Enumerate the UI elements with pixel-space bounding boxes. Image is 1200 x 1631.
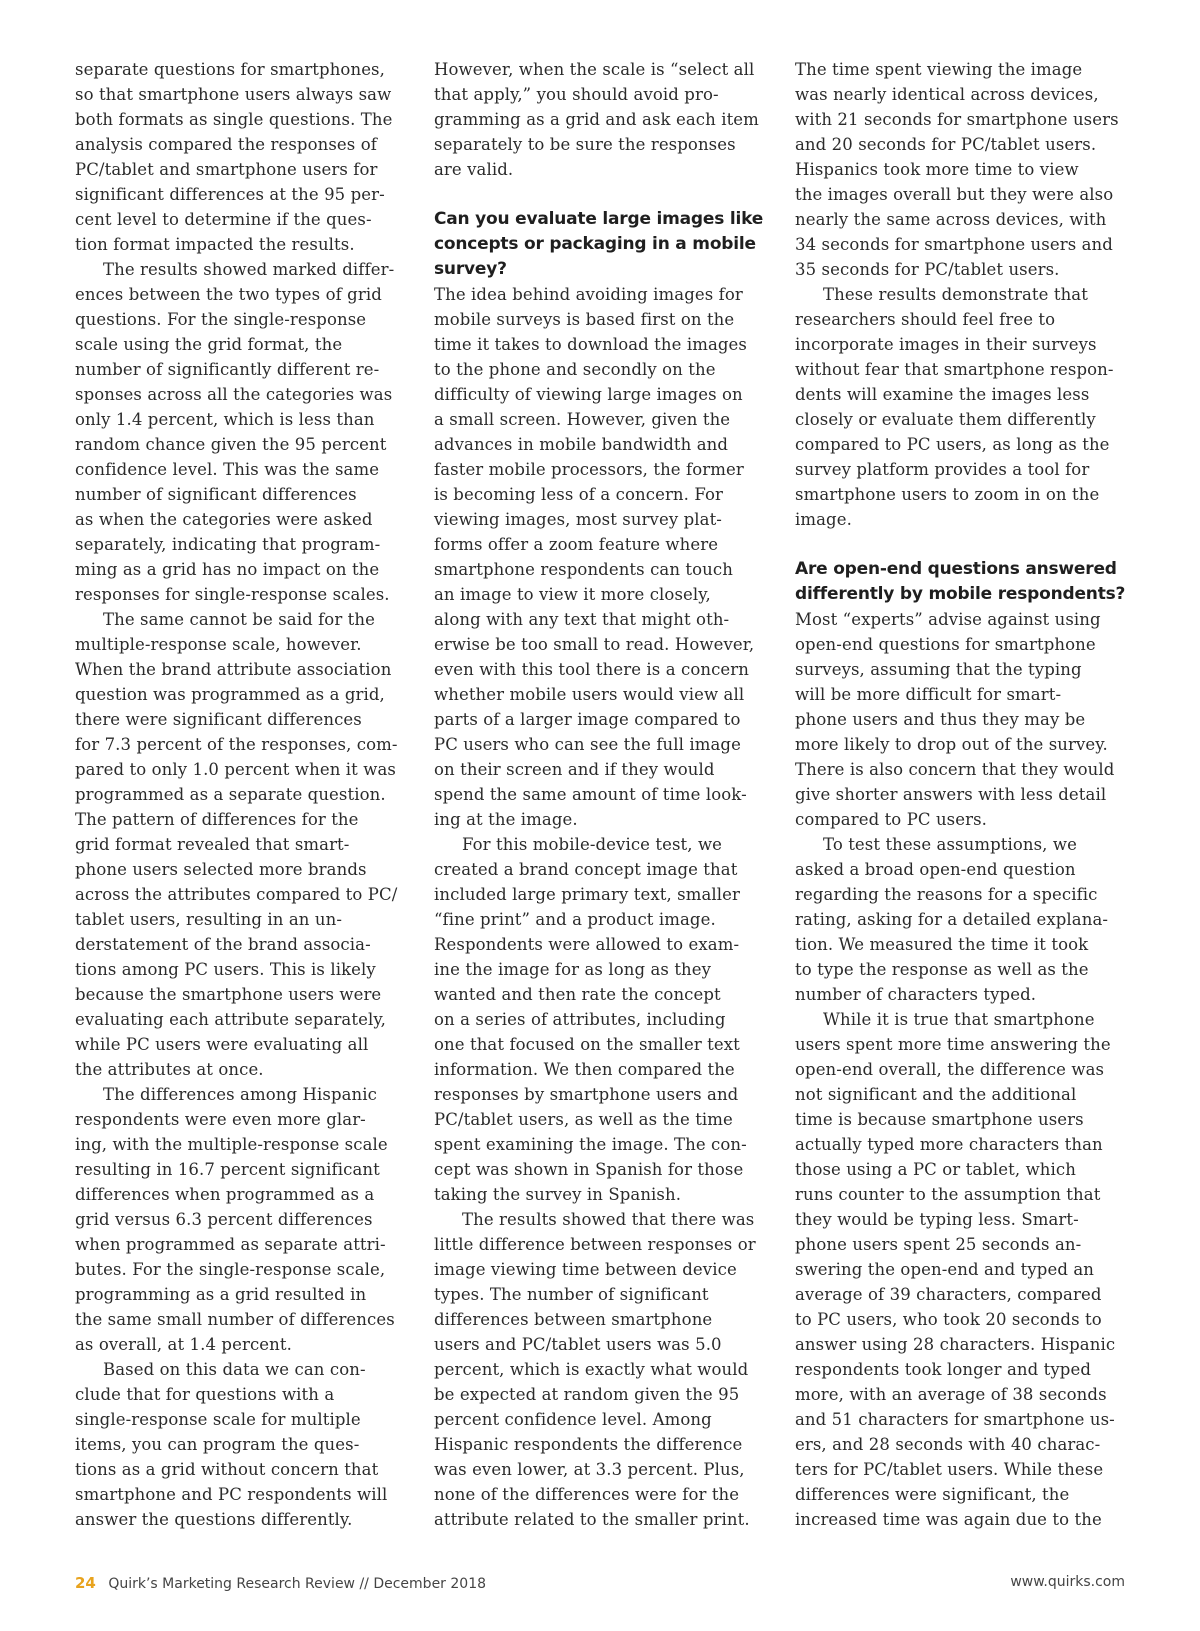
text-line: faster mobile processors, the former (434, 460, 744, 479)
text-line: PC users who can see the full image (434, 735, 741, 754)
text-line: ers, and 28 seconds with 40 charac- (795, 1435, 1101, 1454)
text-line: spend the same amount of time look- (434, 785, 747, 804)
text-line: The differences among Hispanic (103, 1085, 377, 1104)
text-line: was even lower, at 3.3 percent. Plus, (434, 1460, 745, 1479)
text-line: incorporate images in their surveys (795, 335, 1097, 354)
text-line: more, with an average of 38 seconds (795, 1385, 1107, 1404)
text-line: number of significantly different re- (75, 360, 380, 379)
text-line: percent, which is exactly what would (434, 1360, 749, 1379)
text-line: researchers should feel free to (795, 310, 1056, 329)
text-line: Hispanic respondents the difference (434, 1435, 743, 1454)
text-line: question was programmed as a grid, (75, 685, 385, 704)
text-line: smartphone users to zoom in on the (795, 485, 1100, 504)
text-line: as overall, at 1.4 percent. (75, 1335, 292, 1354)
text-column-2 (434, 57, 764, 1532)
text-line: whether mobile users would view all (434, 685, 745, 704)
text-line: resulting in 16.7 percent significant (75, 1160, 380, 1179)
text-line: derstatement of the brand associa- (75, 935, 371, 954)
text-line: they would be typing less. Smart- (795, 1210, 1079, 1229)
text-line: spent examining the image. The con- (434, 1135, 747, 1154)
text-line: open-end overall, the difference was (795, 1060, 1105, 1079)
text-line: scale using the grid format, the (75, 335, 343, 354)
text-line: pared to only 1.0 percent when it was (75, 760, 396, 779)
text-line: random chance given the 95 percent (75, 435, 387, 454)
paragraph-gap (434, 182, 764, 207)
text-line: was nearly identical across devices, (795, 85, 1099, 104)
text-line: separately to be sure the responses (434, 135, 736, 154)
text-line: gramming as a grid and ask each item (434, 110, 759, 129)
text-line: while PC users were evaluating all (75, 1035, 369, 1054)
text-line: viewing images, most survey plat- (434, 510, 722, 529)
text-line: an image to view it more closely, (434, 585, 711, 604)
text-line: for 7.3 percent of the responses, com- (75, 735, 398, 754)
text-line: phone users and thus they may be (795, 710, 1086, 729)
text-line: compared to PC users, as long as the (795, 435, 1110, 454)
text-line: both formats as single questions. The (75, 110, 393, 129)
text-line: The idea behind avoiding images for (434, 285, 743, 304)
text-line: ences between the two types of grid (75, 285, 382, 304)
website-link[interactable]: www.quirks.com (1010, 1574, 1125, 1590)
text-line: For this mobile-device test, we (462, 835, 723, 854)
text-line: across the attributes compared to PC/ (75, 885, 398, 904)
text-line: clude that for questions with a (75, 1385, 335, 1404)
text-line: grid format revealed that smart- (75, 835, 350, 854)
text-line: on a series of attributes, including (434, 1010, 726, 1029)
text-line: phone users spent 25 seconds an- (795, 1235, 1082, 1254)
text-line: separate questions for smartphones, (75, 60, 385, 79)
text-line: users and PC/tablet users was 5.0 (434, 1335, 722, 1354)
text-line: only 1.4 percent, which is less than (75, 410, 375, 429)
text-line: phone users selected more brands (75, 860, 367, 879)
text-line: forms offer a zoom feature where (434, 535, 719, 554)
text-line: These results demonstrate that (823, 285, 1088, 304)
text-line: when programmed as separate attri- (75, 1235, 386, 1254)
text-line: taking the survey in Spanish. (434, 1185, 682, 1204)
text-line: The results showed that there was (462, 1210, 755, 1229)
text-line: differences between smartphone (434, 1310, 713, 1329)
text-line: swering the open-end and typed an (795, 1260, 1095, 1279)
text-line: and 20 seconds for PC/tablet users. (795, 135, 1097, 154)
text-line: as when the categories were asked (75, 510, 373, 529)
text-line: cent level to determine if the ques- (75, 210, 372, 229)
text-line: with 21 seconds for smartphone users (795, 110, 1119, 129)
text-line: confidence level. This was the same (75, 460, 380, 479)
text-line: erwise be too small to read. However, (434, 635, 755, 654)
text-line: one that focused on the smaller text (434, 1035, 740, 1054)
text-line: tablet users, resulting in an un- (75, 910, 343, 929)
text-column-3 (795, 57, 1125, 1532)
text-line: to type the response as well as the (795, 960, 1089, 979)
text-line: little difference between responses or (434, 1235, 756, 1254)
text-line: a small screen. However, given the (434, 410, 731, 429)
text-line: However, when the scale is “select all (434, 60, 755, 79)
text-line: responses by smartphone users and (434, 1085, 739, 1104)
text-line: difficulty of viewing large images on (434, 385, 743, 404)
text-line: regarding the reasons for a specific (795, 885, 1098, 904)
text-line: runs counter to the assumption that (795, 1185, 1101, 1204)
text-line: parts of a larger image compared to (434, 710, 741, 729)
text-line: significant differences at the 95 per- (75, 185, 385, 204)
section-heading: survey? (434, 259, 507, 279)
text-line: time it takes to download the images (434, 335, 747, 354)
text-line: actually typed more characters than (795, 1135, 1103, 1154)
text-line: differences were significant, the (795, 1485, 1070, 1504)
text-line: sponses across all the categories was (75, 385, 393, 404)
text-line: wanted and then rate the concept (434, 985, 721, 1004)
text-line: those using a PC or tablet, which (795, 1160, 1076, 1179)
text-line: answer using 28 characters. Hispanic (795, 1335, 1116, 1354)
text-line: dents will examine the images less (795, 385, 1090, 404)
text-line: more likely to drop out of the survey. (795, 735, 1108, 754)
text-line: closely or evaluate them differently (795, 410, 1096, 429)
text-line: information. We then compared the (434, 1060, 735, 1079)
text-line: will be more difficult for smart- (795, 685, 1062, 704)
text-line: tion format impacted the results. (75, 235, 355, 254)
text-line: none of the differences were for the (434, 1485, 740, 1504)
text-line: differences when programmed as a (75, 1185, 375, 1204)
text-line: even with this tool there is a concern (434, 660, 750, 679)
text-line: There is also concern that they would (795, 760, 1115, 779)
section-heading: concepts or packaging in a mobile (434, 234, 756, 254)
text-line: answer the questions differently. (75, 1510, 353, 1529)
text-line: advances in mobile bandwidth and (434, 435, 729, 454)
text-line: ters for PC/tablet users. While these (795, 1460, 1104, 1479)
text-line: be expected at random given the 95 (434, 1385, 740, 1404)
text-line: smartphone and PC respondents will (75, 1485, 388, 1504)
text-line: Hispanics took more time to view (795, 160, 1079, 179)
text-line: responses for single-response scales. (75, 585, 390, 604)
text-line: PC/tablet and smartphone users for (75, 160, 378, 179)
text-line: When the brand attribute association (75, 660, 392, 679)
text-line: single-response scale for multiple (75, 1410, 361, 1429)
text-line: and 51 characters for smartphone us- (795, 1410, 1115, 1429)
text-column-1 (75, 57, 405, 1532)
text-line: 35 seconds for PC/tablet users. (795, 260, 1060, 279)
text-line: survey platform provides a tool for (795, 460, 1090, 479)
text-line: so that smartphone users always saw (75, 85, 392, 104)
text-line: respondents took longer and typed (795, 1360, 1091, 1379)
text-line: programmed as a separate question. (75, 785, 386, 804)
text-line: The same cannot be said for the (103, 610, 375, 629)
section-heading: Are open-end questions answered (795, 559, 1117, 579)
text-line: attribute related to the smaller print. (434, 1510, 750, 1529)
text-line: The results showed marked differ- (103, 260, 395, 279)
text-line: users spent more time answering the (795, 1035, 1111, 1054)
text-line: time is because smartphone users (795, 1110, 1084, 1129)
text-line: image. (795, 510, 852, 529)
text-line: on their screen and if they would (434, 760, 715, 779)
text-line: is becoming less of a concern. For (434, 485, 724, 504)
text-line: respondents were even more glar- (75, 1110, 366, 1129)
text-line: nearly the same across devices, with (795, 210, 1107, 229)
section-heading: Can you evaluate large images like (434, 209, 764, 229)
text-line: image viewing time between device (434, 1260, 737, 1279)
text-line: programming as a grid resulted in (75, 1285, 367, 1304)
text-line: To test these assumptions, we (823, 835, 1077, 854)
text-line: “fine print” and a product image. (434, 910, 716, 929)
text-line: ming as a grid has no impact on the (75, 560, 380, 579)
text-line: to the phone and secondly on the (434, 360, 716, 379)
text-line: smartphone respondents can touch (434, 560, 733, 579)
text-line: mobile surveys is based first on the (434, 310, 735, 329)
page-number: 24 (75, 1574, 96, 1592)
text-line: that apply,” you should avoid pro- (434, 85, 719, 104)
publication-title: Quirk’s Marketing Research Review // December 2018 (108, 1576, 487, 1592)
text-line: there were significant differences (75, 710, 362, 729)
text-line: the images overall but they were also (795, 185, 1114, 204)
text-line: The pattern of differences for the (75, 810, 359, 829)
text-line: not significant and the additional (795, 1085, 1077, 1104)
text-line: grid versus 6.3 percent differences (75, 1210, 373, 1229)
text-line: Based on this data we can con- (103, 1360, 366, 1379)
text-line: separately, indicating that program- (75, 535, 381, 554)
text-line: percent confidence level. Among (434, 1410, 712, 1429)
section-heading: differently by mobile respondents? (795, 584, 1126, 604)
text-line: Respondents were allowed to exam- (434, 935, 740, 954)
page-footer (75, 1574, 1125, 1598)
paragraph-gap (795, 532, 1125, 557)
text-line: rating, asking for a detailed explana- (795, 910, 1109, 929)
text-line: to PC users, who took 20 seconds to (795, 1310, 1102, 1329)
text-line: without fear that smartphone respon- (795, 360, 1114, 379)
text-line: the attributes at once. (75, 1060, 264, 1079)
text-line: included large primary text, smaller (434, 885, 740, 904)
text-line: created a brand concept image that (434, 860, 738, 879)
text-line: analysis compared the responses of (75, 135, 377, 154)
text-line: butes. For the single-response scale, (75, 1260, 386, 1279)
text-line: increased time was again due to the (795, 1510, 1102, 1529)
text-line: ing at the image. (434, 810, 578, 829)
text-line: surveys, assuming that the typing (795, 660, 1082, 679)
text-line: along with any text that might oth- (434, 610, 730, 629)
text-line: ine the image for as long as they (434, 960, 712, 979)
text-line: questions. For the single-response (75, 310, 367, 329)
text-line: ing, with the multiple-response scale (75, 1135, 388, 1154)
text-line: multiple-response scale, however. (75, 635, 362, 654)
text-line: 34 seconds for smartphone users and (795, 235, 1113, 254)
text-line: because the smartphone users were (75, 985, 382, 1004)
text-line: are valid. (434, 160, 514, 179)
text-line: tions among PC users. This is likely (75, 960, 376, 979)
text-line: While it is true that smartphone (823, 1010, 1095, 1029)
text-line: evaluating each attribute separately, (75, 1010, 386, 1029)
text-line: tions as a grid without concern that (75, 1460, 379, 1479)
text-line: The time spent viewing the image (795, 60, 1083, 79)
text-line: cept was shown in Spanish for those (434, 1160, 744, 1179)
text-line: types. The number of significant (434, 1285, 709, 1304)
text-line: compared to PC users. (795, 810, 988, 829)
text-line: average of 39 characters, compared (795, 1285, 1102, 1304)
text-line: items, you can program the ques- (75, 1435, 360, 1454)
text-line: the same small number of differences (75, 1310, 395, 1329)
text-line: asked a broad open-end question (795, 860, 1076, 879)
text-line: number of characters typed. (795, 985, 1037, 1004)
text-line: give shorter answers with less detail (795, 785, 1107, 804)
text-line: open-end questions for smartphone (795, 635, 1096, 654)
text-line: Most “experts” advise against using (795, 610, 1101, 629)
text-line: tion. We measured the time it took (795, 935, 1089, 954)
text-line: PC/tablet users, as well as the time (434, 1110, 733, 1129)
text-line: number of significant differences (75, 485, 357, 504)
